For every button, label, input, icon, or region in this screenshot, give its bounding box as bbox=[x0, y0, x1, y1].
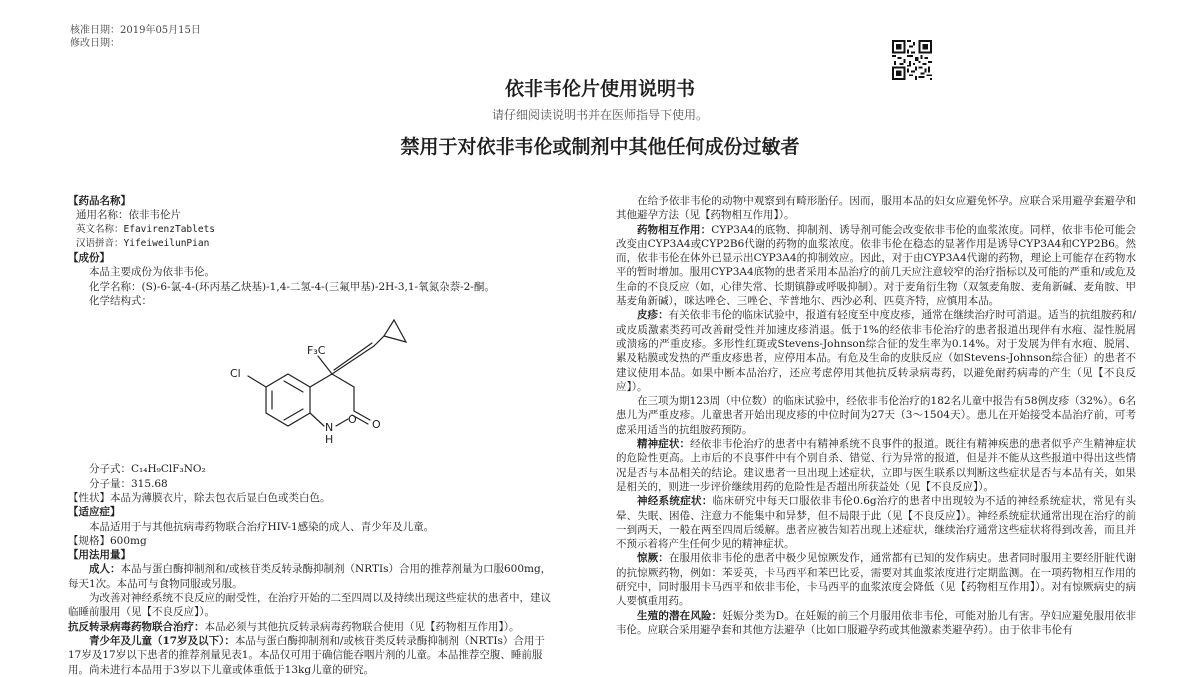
section-heading-indication: 【适应症】 bbox=[68, 506, 121, 519]
interaction-label: 药物相互作用： bbox=[637, 223, 712, 236]
interaction-text: CYP3A4的底物、抑制剂、诱导剂可能会改变依非韦伦的血浆浓度。同样，依非韦伦可能会改变由CYP3A4或CYP2B6代谢的药物的血浆浓度。依非韦伦在稳态的显著作用是诱导CYP3A4和CYP2B6。然而，依非韦伦在体外已显示出CYP3A4的抑制效应。因此，对于由CYP3A4代谢的药物，理论上可能存在药物水平的暂时增加。服用CYP3A4底物的患者采用本品治疗的前几天应注意较窄的治疗指标以及可能的严重和/或危及生命的不良反应（如，心律失常、长期镇静或呼吸抑制）。对于麦角衍生物（双氢麦角胺、麦角新碱、麦角胺、甲基麦角新碱），咪达唑仑、三唑仑、苄普地尔、西沙必利、匹莫齐特，应慎用本品。 bbox=[616, 223, 1137, 308]
dosage-nervous-tip: 为改善对神经系统不良反应的耐受性，在治疗开始的二至四周以及持续出现这些症状的患者中，建议临睡前服用（见【不良反应】）。 bbox=[68, 592, 551, 619]
pinyin-name: 汉语拼音：YifeiweilunPian bbox=[76, 237, 210, 249]
rash-pediatric-paragraph: 在三项为期123周（中位数）的临床试验中，经依非韦伦治疗的182名儿童中报告有58例皮疹（32%）。6名患儿为严重皮疹。儿童患者开始出现皮疹的中位时间为27天（3～1504天）。患儿在开始接受本品治疗前，可考虑采用适当的抗组胺药预防。 bbox=[616, 395, 1136, 436]
neuro-label: 神经系统症状： bbox=[637, 495, 713, 508]
right-column bbox=[616, 194, 1136, 637]
section-heading-drug-name: 【药品名称】 bbox=[68, 195, 131, 207]
repro-text: 妊娠分类为D。在妊娠的前三个月服用依非韦伦，可能对胎儿有害。孕妇应避免服用依非韦伦。应联合采用避孕套和其他方法避孕（比如口服避孕药或其他激素类避孕药）。由于依非韦伦有 bbox=[616, 609, 1137, 636]
document-title: 依非韦伦片使用说明书 bbox=[504, 78, 695, 100]
molecular-formula: 分子式：C₁₄H₉ClF₃NO₂ bbox=[89, 463, 206, 476]
neurologic-paragraph bbox=[616, 494, 1136, 551]
psych-label: 精神症状： bbox=[637, 438, 691, 451]
document-subtitle: 请仔细阅读说明书并在医师指导下使用。 bbox=[491, 108, 708, 122]
ring-oxygen-label: O bbox=[348, 413, 357, 427]
psych-text: 经依非韦伦治疗的患者中有精神系统不良事件的报道。既往有精神疾患的患者似乎产生精神症状的危险性更高。上市后的不良事件中有个别自杀、错觉、行为异常的报道，但是并不能从这些报道中得出这些情况是否与本品相关的结论。建议患者一旦出现上述症状，立即与医生联系以判断这些症状是否与本品有关，如果是相关的，则进一步评价继续用药的危险性是否超出所获益处（见【不良反应】）。 bbox=[616, 438, 1137, 493]
hydrogen-label: H bbox=[325, 433, 334, 447]
english-name: 英文名称：EfavirenzTablets bbox=[76, 223, 216, 235]
structure-label: 化学结构式： bbox=[89, 295, 152, 308]
cf3-label: F₃C bbox=[307, 344, 326, 358]
carbonyl-oxygen-label: O bbox=[372, 418, 381, 432]
seizure-paragraph bbox=[616, 551, 1136, 608]
revision-date: 修改日期： bbox=[70, 38, 120, 49]
character-section bbox=[68, 491, 558, 505]
chemical-structure-diagram bbox=[198, 312, 458, 462]
rash-text: 有关依非韦伦的临床试验中，报道有轻度至中度皮疹，通常在继续治疗时可消退。适当的抗组胺药和/或皮质激素类药可改善耐受性并加速皮疹消退。低于1%的经依非韦伦治疗的患者报道出现伴有水疱、湿性脱屑或溃疡的严重皮疹。多形性红斑或Stevens-Johnson综合征的发生率为0.14%。对于发展为伴有水疱、脱屑、累及粘膜或发热的严重皮疹患者，应停用本品。有危及生命的皮肤反应（如Stevens-Johnson综合征）的患者不建议使用本品。如果中断本品治疗，还应考虑停用其他抗反转录病毒药，以避免耐药病毒的产生（见【不良反应】）。 bbox=[616, 309, 1136, 393]
character-text: 【性状】本品为薄膜衣片，除去包衣后显白色或类白色。 bbox=[68, 491, 331, 504]
repro-label: 生殖的潜在风险： bbox=[637, 609, 723, 622]
contraindication-warning: 禁用于对依非韦伦或制剂中其他任何成份过敏者 bbox=[400, 136, 800, 158]
pregnancy-note: 在给予依非韦伦的动物中观察到有畸形胎仔。因而，服用本品的妇女应避免怀孕。应联合采用避孕套避孕和其他避孕方法（见【药物相互作用】）。 bbox=[616, 195, 1136, 222]
rash-paragraph bbox=[616, 308, 1136, 394]
indication-text: 本品适用于与其他抗病毒药物联合治疗HIV-1感染的成人、青少年及儿童。 bbox=[89, 520, 435, 533]
psychiatric-paragraph bbox=[616, 437, 1136, 494]
interaction-paragraph bbox=[616, 223, 1136, 309]
dosage-combination bbox=[68, 620, 558, 634]
left-column bbox=[68, 194, 558, 677]
neuro-text: 临床研究中每天口服依非韦伦0.6g治疗的患者中出现较为不适的神经系统症状，常见有头晕、失眠、困倦、注意力不能集中和异梦，但不局限于此（见【不良反应】）。神经系统症状通常出现在治疗的前一到两天，一般在两至四周后缓解。患者应被告知若出现上述症状，继续治疗通常这些症状将得到改善，而且并不预示着将产生任何少见的精神症状。 bbox=[616, 495, 1137, 551]
composition-main: 本品主要成份为依非韦伦。 bbox=[89, 266, 215, 279]
nitrogen-label: N bbox=[325, 421, 334, 435]
reproductive-risk-paragraph bbox=[616, 609, 1136, 638]
approval-date: 核准日期：2019年05月15日 bbox=[70, 25, 201, 36]
chemical-name: 化学名称：(S)-6-氯-4-(环丙基乙炔基)-1,4-二氢-4-(三氟甲基)-2H-3,1-氧氮杂萘-2-酮。 bbox=[89, 280, 495, 293]
dosage-youth bbox=[68, 634, 558, 677]
adult-label: 成人： bbox=[89, 563, 121, 576]
adult-text: 本品与蛋白酶抑制剂和/或核苷类反转录酶抑制剂（NRTIs）合用的推荐剂量为口服600mg，每天1次。本品可与食物同服或另服。 bbox=[68, 563, 552, 590]
seizure-label: 惊厥： bbox=[637, 552, 669, 565]
document-meta bbox=[70, 24, 201, 50]
youth-text: 本品与蛋白酶抑制剂和/或核苷类反转录酶抑制剂（NRTIs）合用于17岁及17岁以下患者的推荐剂量见表1。本品仅可用于确信能吞咽片剂的儿童。本品推荐空腹、睡前服用。尚未进行本品用于3岁以下儿童或体重低于13kg儿童的研究。 bbox=[68, 634, 545, 676]
molecular-weight: 分子量：315.68 bbox=[89, 477, 168, 490]
combo-label: 抗反转录病毒药物联合治疗： bbox=[68, 620, 205, 633]
spec-text: 【规格】600mg bbox=[68, 534, 147, 547]
seizure-text: 在服用依非韦伦的患者中极少见惊厥发作，通常都有已知的发作病史。患者同时服用主要经肝脏代谢的抗惊厥药物，例如：苯妥英，卡马西平和苯巴比妥，需要对其血浆浓度进行定期监测。在一项药物相互作用的研究中，同时服用卡马西平和依非韦伦，卡马西平的血浆浓度会降低（见【药物相互作用】）。对有惊厥病史的病人要慎重用药。 bbox=[616, 552, 1136, 608]
section-heading-composition: 【成份】 bbox=[68, 252, 110, 265]
section-heading-dosage: 【用法用量】 bbox=[68, 549, 131, 562]
combo-text: 本品必须与其他抗反转录病毒药物联合使用（见【药物相互作用】）。 bbox=[204, 620, 520, 633]
generic-name: 通用名称：依非韦伦片 bbox=[76, 209, 181, 222]
cl-label: Cl bbox=[230, 367, 241, 381]
youth-label: 青少年及儿童（17岁及以下）： bbox=[89, 634, 235, 647]
rash-label: 皮疹： bbox=[637, 309, 669, 322]
dosage-adult bbox=[68, 562, 558, 591]
